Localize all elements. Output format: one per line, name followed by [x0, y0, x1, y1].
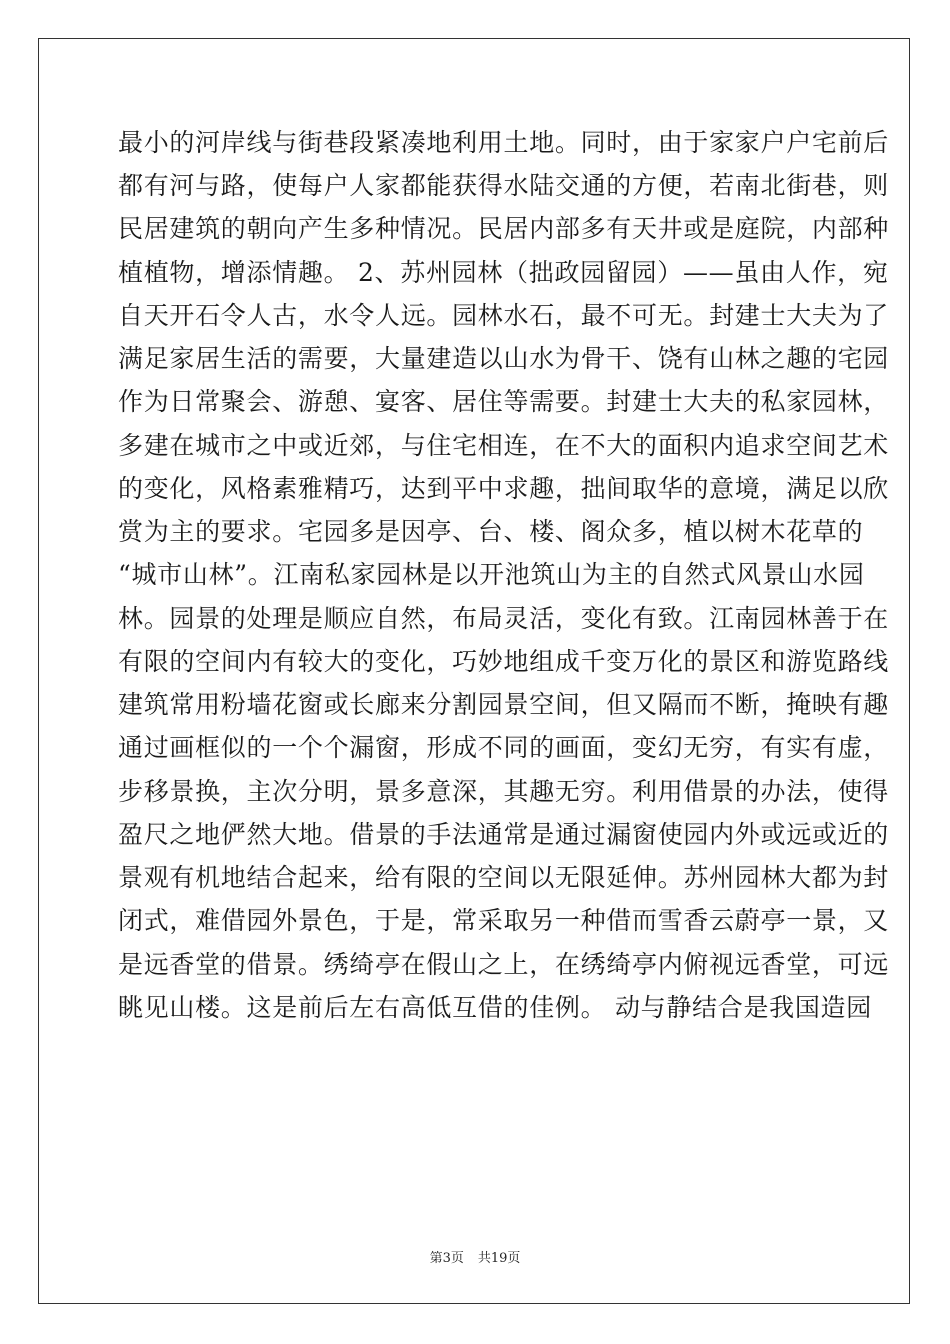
text-line: 通过画框似的一个个漏窗，形成不同的画面，变幻无穷，有实有虚， — [118, 733, 890, 762]
text-line: 盈尺之地俨然大地。借景的手法通常是通过漏窗使园内外或远或近的 — [118, 820, 890, 849]
text-line: “城市山林”。江南私家园林是以开池筑山为主的自然式风景山水园 — [118, 560, 865, 589]
text-line: 是远香堂的借景。绣绮亭在假山之上，在绣绮亭内俯视远香堂，可远 — [118, 950, 890, 979]
text-line: 赏为主的要求。宅园多是因亭、台、楼、阁众多，植以树木花草的 — [118, 517, 864, 546]
text-line: 最小的河岸线与街巷段紧凑地利用土地。同时，由于家家户户宅前后 — [118, 128, 890, 157]
text-line: 的变化，风格素雅精巧，达到平中求趣，拙间取华的意境，满足以欣 — [118, 474, 890, 503]
current-page-label: 第3页 — [429, 1251, 464, 1266]
text-line: 自天开石令人古，水令人远。园林水石，最不可无。封建士大夫为了 — [118, 301, 890, 330]
page-footer — [0, 1247, 950, 1266]
text-line: 眺见山楼。这是前后左右高低互借的佳例。 动与静结合是我国造园 — [118, 993, 872, 1022]
text-line: 民居建筑的朝向产生多种情况。民居内部多有天井或是庭院，内部种 — [118, 214, 890, 243]
total-pages-label: 共19页 — [477, 1251, 521, 1266]
text-line: 多建在城市之中或近郊，与住宅相连，在不大的面积内追求空间艺术 — [118, 431, 890, 460]
text-line: 闭式，难借园外景色，于是，常采取另一种借而雪香云蔚亭一景，又 — [118, 906, 890, 935]
text-line: 步移景换，主次分明，景多意深，其趣无穷。利用借景的办法，使得 — [118, 777, 890, 806]
text-line: 林。园景的处理是顺应自然，布局灵活，变化有致。江南园林善于在 — [118, 604, 890, 633]
text-line: 有限的空间内有较大的变化，巧妙地组成千变万化的景区和游览路线 — [118, 647, 890, 676]
text-line: 都有河与路，使每户人家都能获得水陆交通的方便，若南北街巷，则 — [118, 171, 890, 200]
text-line: 作为日常聚会、游憩、宴客、居住等需要。封建士大夫的私家园林， — [118, 387, 890, 416]
text-line: 植植物，增添情趣。 2、苏州园林（拙政园留园）——虽由人作，宛 — [118, 258, 889, 287]
text-line: 满足家居生活的需要，大量建造以山水为骨干、饶有山林之趣的宅园 — [118, 344, 890, 373]
text-line: 建筑常用粉墙花窗或长廊来分割园景空间，但又隔而不断，掩映有趣 — [118, 690, 890, 719]
text-line: 景观有机地结合起来，给有限的空间以无限延伸。苏州园林大都为封 — [118, 863, 890, 892]
